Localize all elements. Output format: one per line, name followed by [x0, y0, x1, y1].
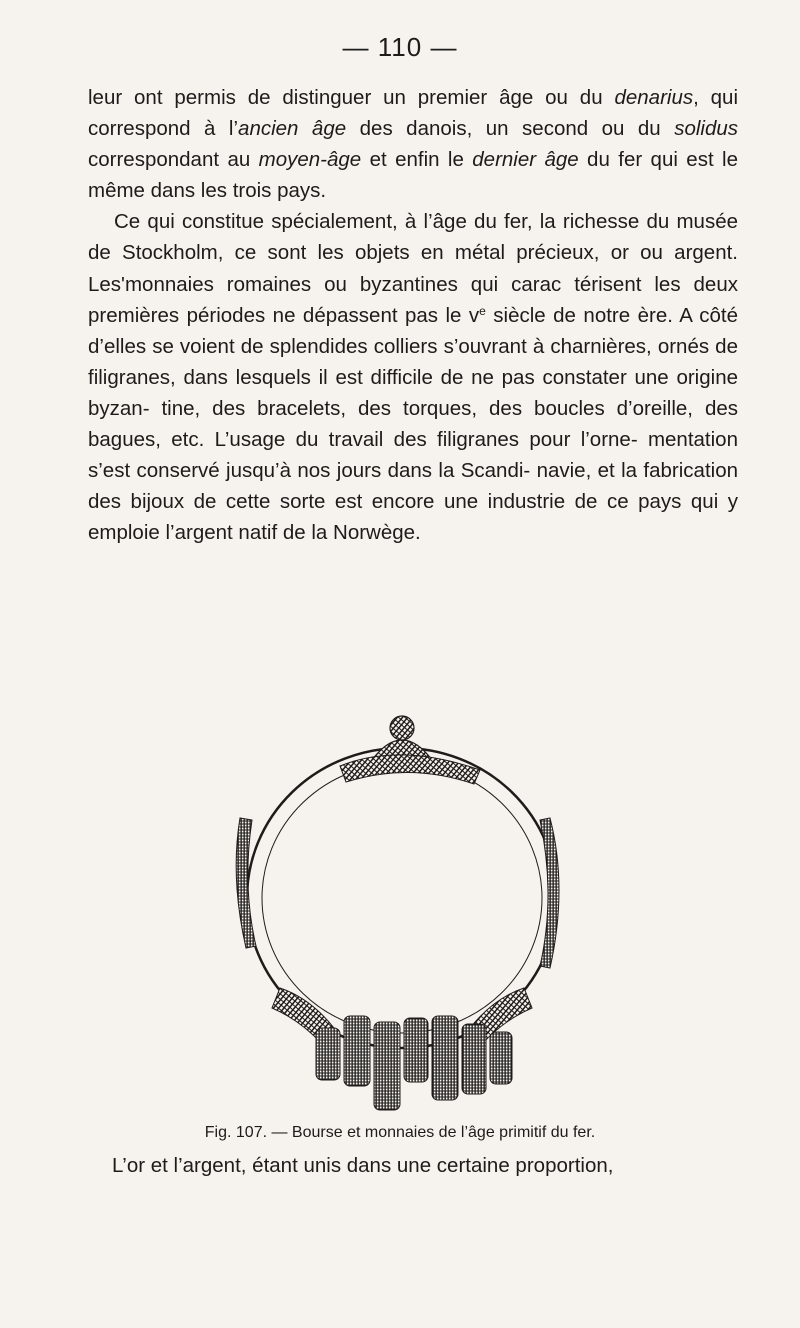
p2-text-1: Ce qui constitue spécialement, à l’âge du fer, la richesse du musée de Stockholm, ce sont les objets en métal précieux, or ou argent. Les'monnaies romaines ou byzantines qui carac térisent les deux premières périodes ne dépassent pas le v [88, 210, 738, 327]
p1-text-6: du fer qui est le même dans les trois pays. [88, 148, 738, 203]
p1-text-4: correspondant au [88, 148, 259, 172]
figure-purse-and-coins [220, 698, 600, 1118]
ring-inner [262, 763, 542, 1033]
paragraph-1 [88, 82, 738, 206]
coin-2 [344, 1016, 370, 1086]
p2-text-2: siècle de notre ère. A côté d’elles se voient de splendides colliers s’ouvrant à charnières, ornés de filigranes, dans lesquels il est difficile de ne pas constater une origine byzan- tine, des bracelets, des torques, des boucles d’oreille, des bagues, etc. L’usage du travail des filigranes pour l’orne- mentation s’est conservé jusqu’à nos jours dans la Scandi- navie, et la fabrication des bijoux de cette sorte est encore une industrie de ce pays qui y emploie l’argent natif de la Norwège. [88, 303, 738, 545]
page-number: — 110 — [342, 32, 458, 62]
coin-4 [404, 1018, 428, 1082]
term-moyen-age: moyen-âge [258, 148, 362, 172]
p2-superscript: e [479, 303, 486, 318]
p1-text-1: leur ont permis de distinguer un premier âge ou du [88, 86, 615, 109]
paragraph-2 [88, 206, 738, 548]
right-band [540, 818, 559, 968]
top-loop [390, 716, 414, 740]
term-ancien-age: ancien âge [238, 117, 347, 141]
p1-text-2: , qui correspond à l’ [88, 86, 739, 141]
coin-5 [432, 1016, 458, 1100]
term-dernier-age: dernier âge [472, 148, 579, 172]
left-band [236, 818, 256, 948]
term-denarius: denarius [614, 86, 694, 109]
purse-ring-illustration [220, 698, 600, 1118]
coin-7 [490, 1032, 512, 1084]
hanging-coins [316, 1016, 512, 1110]
p1-text-3: des danois, un second ou du [346, 117, 675, 141]
term-solidus: solidus [674, 117, 739, 141]
body-text [88, 82, 738, 548]
coin-6 [462, 1024, 486, 1094]
p1-text-5: et enfin le [361, 148, 473, 172]
figure-caption: Fig. 107. — Bourse et monnaies de l’âge primitif du fer. [204, 1124, 596, 1141]
continuation-line: L’or et l’argent, étant unis dans une certaine proportion, [112, 1154, 614, 1177]
coin-3 [374, 1022, 400, 1110]
coin-1 [316, 1028, 340, 1080]
